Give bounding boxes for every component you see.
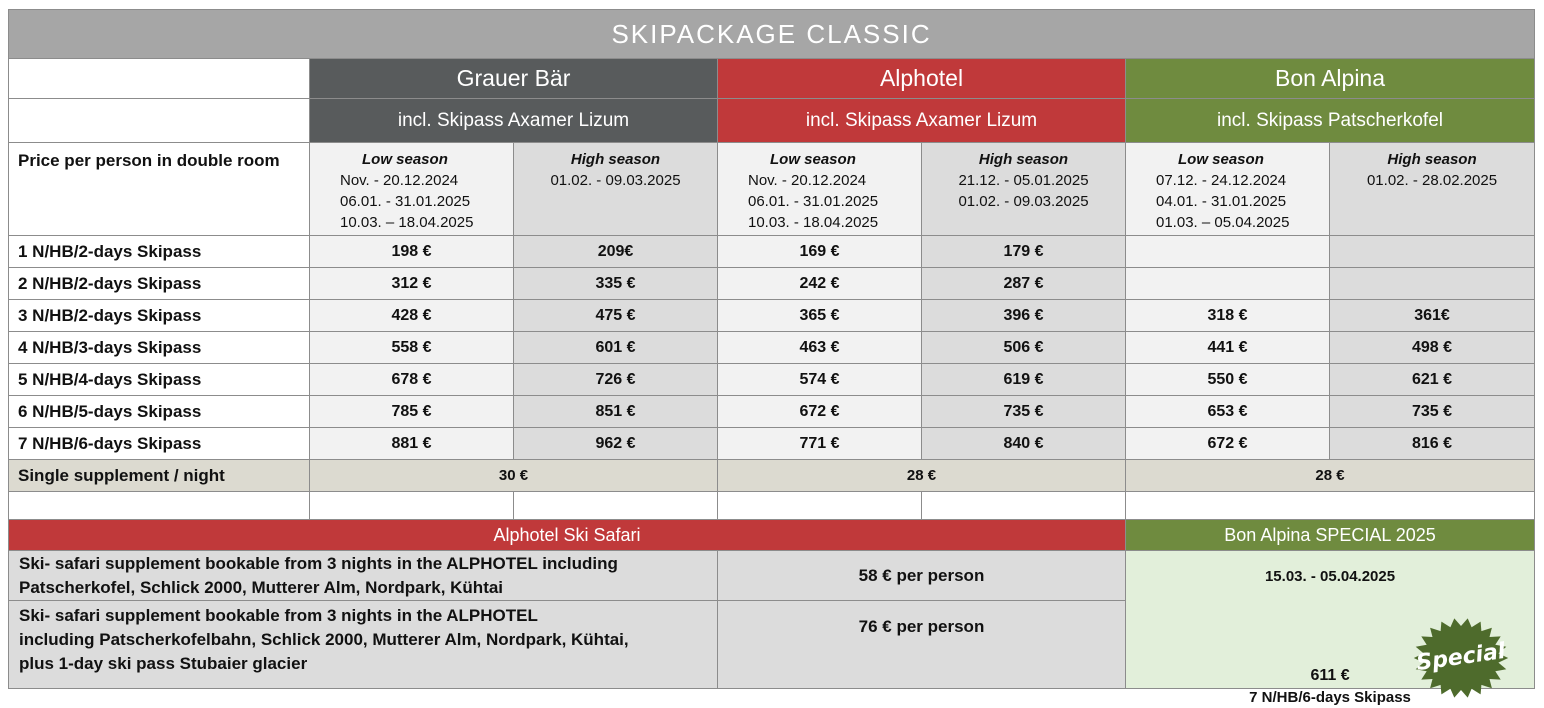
badge-text: Special [1414,638,1508,677]
empty-cell [922,492,1126,520]
price-cell: 318 € [1126,300,1330,332]
price-cell: 169 € [718,236,922,268]
empty-cell [1126,492,1535,520]
season-cell [1330,143,1535,236]
season-date: 06.01. - 31.01.2025 [748,193,879,210]
price-cell: 785 € [310,396,514,428]
empty-cell [718,492,922,520]
price-cell: 475 € [514,300,718,332]
row-label: 5 N/HB/4-days Skipass [9,364,310,396]
spacer-row [9,492,1535,520]
skipass-alphotel: incl. Skipass Axamer Lizum [718,99,1126,143]
season-date: 06.01. - 31.01.2025 [340,193,471,210]
empty-cell [514,492,718,520]
supplement-label: Single supplement / night [9,460,310,492]
table-row [9,236,1535,268]
price-cell: 198 € [310,236,514,268]
row-label: 6 N/HB/5-days Skipass [9,396,310,428]
special-offer-cell [1126,551,1535,706]
price-rows [9,236,1535,460]
price-cell: 840 € [922,428,1126,460]
season-date: 07.12. - 24.12.2024 [1156,172,1287,189]
price-cell: 335 € [514,268,718,300]
supplement-alphotel: 28 € [718,460,1126,492]
table-row [9,332,1535,364]
price-cell: 816 € [1330,428,1535,460]
season-date: Nov. - 20.12.2024 [748,172,867,189]
hotel-grauer-baer: Grauer Bär [310,59,718,99]
special-package: 7 N/HB/6-days Skipass [1249,689,1411,706]
row-label: 2 N/HB/2-days Skipass [9,268,310,300]
hotel-alphotel: Alphotel [718,59,1126,99]
supplement-bon-alpina: 28 € [1126,460,1535,492]
table-row [9,364,1535,396]
price-cell: 771 € [718,428,922,460]
table-row [9,268,1535,300]
desc-line: Patscherkofel, Schlick 2000, Mutterer Alm, Nordpark, Kühtai [19,577,504,597]
single-supplement-row [9,460,1535,492]
price-cell: 361€ [1330,300,1535,332]
ski-safari-header: Alphotel Ski Safari [9,520,1126,551]
price-cell [1126,236,1330,268]
season-name: Low season [362,151,448,168]
row-label: 7 N/HB/6-days Skipass [9,428,310,460]
price-cell: 962 € [514,428,718,460]
price-cell: 619 € [922,364,1126,396]
price-cell: 365 € [718,300,922,332]
price-cell: 428 € [310,300,514,332]
blank-header-cell [9,59,310,99]
price-cell: 881 € [310,428,514,460]
table-row [9,396,1535,428]
season-date: 01.02. - 09.03.2025 [958,193,1089,210]
price-cell: 574 € [718,364,922,396]
price-cell: 506 € [922,332,1126,364]
season-name: High season [570,151,661,168]
desc-line: Ski- safari supplement bookable from 3 nights in the ALPHOTEL [19,606,538,625]
row-label: 4 N/HB/3-days Skipass [9,332,310,364]
table-row [9,428,1535,460]
season-date: 01.02. - 28.02.2025 [1366,172,1498,189]
season-name: High season [978,151,1069,168]
season-name: Low season [770,151,856,168]
desc-line: plus 1-day ski pass Stubaier glacier [19,654,308,673]
season-date: 01.02. - 09.03.2025 [550,172,681,189]
table-title: SKIPACKAGE CLASSIC [9,10,1535,59]
price-cell: 601 € [514,332,718,364]
price-cell [1330,236,1535,268]
season-cell [1126,143,1330,236]
table-row [9,300,1535,332]
price-cell: 735 € [1330,396,1535,428]
price-cell: 498 € [1330,332,1535,364]
season-date: 21.12. - 05.01.2025 [958,172,1089,189]
safari-description-1 [9,551,718,601]
price-cell: 287 € [922,268,1126,300]
special-price: 611 € [1310,667,1350,684]
price-cell: 312 € [310,268,514,300]
season-date: 10.03. – 18.04.2025 [340,214,474,231]
special-date: 15.03. - 05.04.2025 [1264,568,1396,585]
price-cell: 621 € [1330,364,1535,396]
skipass-grauer-baer: incl. Skipass Axamer Lizum [310,99,718,143]
price-cell: 735 € [922,396,1126,428]
hotel-bon-alpina: Bon Alpina [1126,59,1535,99]
season-name: Low season [1178,151,1264,168]
season-cell [514,143,718,236]
price-cell: 441 € [1126,332,1330,364]
skipass-bon-alpina: incl. Skipass Patscherkofel [1126,99,1535,143]
row-label: 3 N/HB/2-days Skipass [9,300,310,332]
empty-cell [310,492,514,520]
desc-line: including Patscherkofelbahn, Schlick 2000, Mutterer Alm, Nordpark, Kühtai, [19,630,629,649]
safari-price-1: 58 € per person [718,551,1126,601]
price-per-person-label: Price per person in double room [9,143,310,236]
price-cell: 653 € [1126,396,1330,428]
safari-price-2: 76 € per person [718,601,1126,689]
season-name: High season [1387,151,1477,168]
safari-description-2 [9,601,718,689]
row-label: 1 N/HB/2-days Skipass [9,236,310,268]
price-cell: 672 € [1126,428,1330,460]
price-cell [1126,268,1330,300]
price-table-wrapper [8,9,1534,706]
price-cell: 851 € [514,396,718,428]
blank-header-cell [9,99,310,143]
season-cell [718,143,922,236]
price-cell: 179 € [922,236,1126,268]
desc-line: Ski- safari supplement bookable from 3 nights in the ALPHOTEL including [19,553,618,573]
season-date: 10.03. - 18.04.2025 [748,214,879,231]
price-cell: 726 € [514,364,718,396]
price-cell: 550 € [1126,364,1330,396]
empty-cell [9,492,310,520]
price-cell: 396 € [922,300,1126,332]
season-date: Nov. - 20.12.2024 [340,172,459,189]
price-cell: 558 € [310,332,514,364]
season-cell [310,143,514,236]
price-cell: 242 € [718,268,922,300]
price-cell: 463 € [718,332,922,364]
skipackage-table [8,9,1535,706]
season-date: 01.03. – 05.04.2025 [1156,214,1290,231]
price-cell: 209€ [514,236,718,268]
price-cell: 678 € [310,364,514,396]
season-cell [922,143,1126,236]
supplement-grauer-baer: 30 € [310,460,718,492]
special-header: Bon Alpina SPECIAL 2025 [1126,520,1535,551]
price-cell: 672 € [718,396,922,428]
price-cell [1330,268,1535,300]
season-date: 04.01. - 31.01.2025 [1156,193,1287,210]
